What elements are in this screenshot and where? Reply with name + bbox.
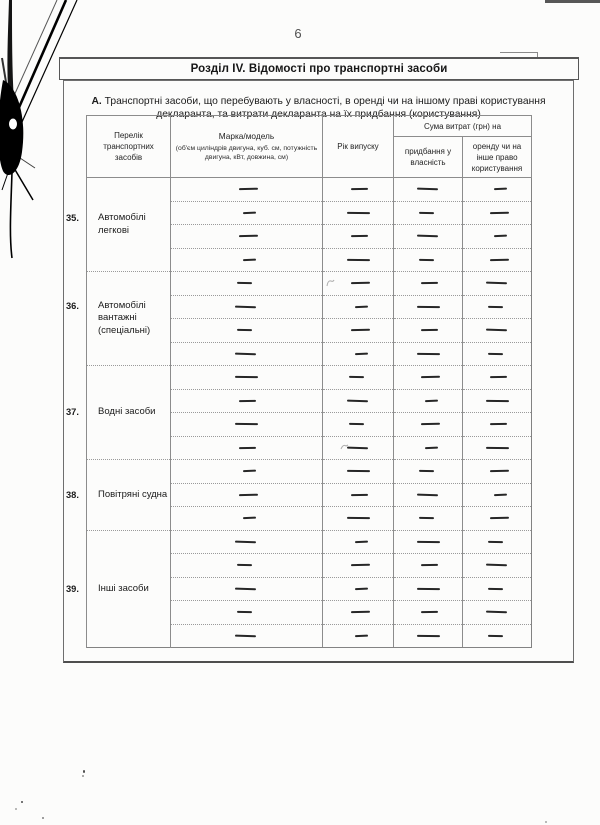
handwritten-dash <box>418 517 433 520</box>
handwritten-dash <box>420 329 437 331</box>
handwritten-dash <box>485 611 506 613</box>
handwritten-dash <box>487 305 502 308</box>
table-cell <box>171 483 323 507</box>
handwritten-dash <box>243 211 256 213</box>
table-cell <box>171 436 323 460</box>
vehicle-category-label: Автомобілі легкові <box>98 212 146 236</box>
handwritten-dash <box>493 235 506 237</box>
handwritten-dash <box>485 282 506 284</box>
table-cell <box>323 225 394 249</box>
table-cell <box>171 178 323 202</box>
handwritten-dash <box>493 188 506 190</box>
vehicles-table <box>66 115 532 648</box>
table-cell <box>463 413 532 437</box>
handwritten-dash <box>239 188 258 190</box>
handwritten-dash <box>418 211 433 214</box>
table-cell <box>463 530 532 554</box>
table-cell <box>463 577 532 601</box>
handwritten-dash <box>420 423 439 425</box>
table-row <box>87 178 532 202</box>
handwritten-dash <box>489 423 506 425</box>
handwritten-dash <box>243 258 256 260</box>
table-cell <box>323 366 394 390</box>
table-cell <box>394 601 463 625</box>
table-cell <box>463 507 532 531</box>
table-cell <box>323 248 394 272</box>
table-cell <box>323 577 394 601</box>
table-cell <box>171 460 323 484</box>
table-cell <box>463 225 532 249</box>
handwritten-dash <box>487 587 502 590</box>
table-cell <box>171 530 323 554</box>
table-cell <box>394 342 463 366</box>
handwritten-dash <box>485 447 508 449</box>
table-cell <box>463 624 532 648</box>
vehicle-category-cell <box>66 366 171 460</box>
table-cell <box>171 366 323 390</box>
handwritten-dash <box>346 399 367 401</box>
table-cell <box>463 319 532 343</box>
table-cell <box>171 319 323 343</box>
handwritten-dash <box>239 447 256 449</box>
table-cell <box>323 530 394 554</box>
handwritten-dash <box>418 258 433 261</box>
vehicles-table-body <box>66 178 532 648</box>
table-cell <box>323 507 394 531</box>
handwritten-dash <box>416 635 439 637</box>
vehicle-category-cell <box>66 178 171 272</box>
page-number: 6 <box>294 26 302 41</box>
table-cell <box>463 460 532 484</box>
handwritten-dash <box>424 446 437 448</box>
section-title: Розділ IV. Відомості про транспортні засоби <box>190 63 448 75</box>
handwritten-dash <box>416 188 437 190</box>
handwritten-dash <box>350 611 369 613</box>
handwritten-dash <box>346 517 369 519</box>
handwritten-dash <box>489 470 508 472</box>
handwritten-dash <box>420 564 437 566</box>
handwritten-dash <box>350 329 369 331</box>
table-cell <box>171 601 323 625</box>
table-cell <box>463 601 532 625</box>
handwritten-dash <box>416 235 437 237</box>
handwritten-dash <box>354 540 367 542</box>
header-brand-model <box>171 116 323 178</box>
table-cell <box>463 554 532 578</box>
table-cell <box>463 366 532 390</box>
table-cell <box>171 389 323 413</box>
table-cell <box>463 389 532 413</box>
handwritten-dash <box>237 282 252 285</box>
handwritten-dash <box>420 282 437 284</box>
handwritten-dash <box>487 540 502 543</box>
handwritten-dash <box>235 376 258 378</box>
handwritten-dash <box>243 517 256 519</box>
table-cell <box>463 248 532 272</box>
handwritten-dash <box>350 282 369 284</box>
table-cell <box>394 295 463 319</box>
handwritten-dash <box>350 564 369 566</box>
dust-speck <box>21 801 23 803</box>
handwritten-dash <box>235 540 256 542</box>
handwritten-dash <box>350 235 367 237</box>
handwritten-dash <box>489 517 508 519</box>
handwritten-dash <box>416 306 439 308</box>
table-cell <box>394 248 463 272</box>
table-cell <box>394 272 463 296</box>
handwritten-dash <box>235 352 256 354</box>
handwritten-dash <box>350 188 367 190</box>
vehicle-category-label: Повітряні судна <box>98 488 168 500</box>
header-purchase-ownership: придбання у власність <box>394 137 463 178</box>
table-cell <box>394 577 463 601</box>
handwritten-dash <box>239 493 258 495</box>
handwritten-dash <box>348 423 363 426</box>
vehicle-category-label: Інші засоби <box>98 582 149 594</box>
table-cell <box>463 295 532 319</box>
table-cell <box>394 319 463 343</box>
table-cell <box>171 272 323 296</box>
table-cell <box>171 248 323 272</box>
table-cell <box>394 366 463 390</box>
table-cell <box>323 178 394 202</box>
table-cell <box>463 342 532 366</box>
table-cell <box>323 436 394 460</box>
header-rent-other-right: оренду чи на інше право користування <box>463 137 532 178</box>
handwritten-dash <box>487 352 502 355</box>
handwritten-dash <box>350 494 367 496</box>
vehicles-table-header <box>87 116 532 178</box>
table-cell <box>394 624 463 648</box>
table-cell <box>394 225 463 249</box>
row-number: 38. <box>66 489 79 500</box>
table-cell <box>323 483 394 507</box>
vehicle-category-cell <box>66 460 171 531</box>
handwritten-dash <box>346 212 369 214</box>
table-cell <box>171 413 323 437</box>
vehicle-category-label: Водні засоби <box>98 406 156 418</box>
table-cell <box>394 436 463 460</box>
table-cell <box>394 554 463 578</box>
table-row <box>87 272 532 296</box>
table-cell <box>323 272 394 296</box>
table-cell <box>394 507 463 531</box>
row-number: 39. <box>66 583 79 594</box>
dust-speck <box>42 817 44 819</box>
handwritten-dash <box>485 400 508 402</box>
table-cell <box>171 554 323 578</box>
table-row <box>87 460 532 484</box>
table-cell <box>323 460 394 484</box>
table-cell <box>463 272 532 296</box>
row-number: 37. <box>66 407 79 418</box>
handwritten-dash <box>239 235 258 237</box>
dust-speck <box>545 821 547 823</box>
handwritten-dash <box>354 587 367 589</box>
table-cell <box>394 389 463 413</box>
dust-speck <box>82 775 84 777</box>
table-cell <box>394 483 463 507</box>
handwritten-dash <box>420 376 439 378</box>
handwritten-dash <box>418 470 433 473</box>
handwritten-dash <box>239 400 256 402</box>
handwritten-dash <box>416 588 439 590</box>
table-cell <box>323 601 394 625</box>
handwritten-dash <box>346 259 369 261</box>
dust-speck <box>15 808 17 810</box>
table-cell <box>323 554 394 578</box>
handwritten-dash <box>354 634 367 636</box>
table-cell <box>171 624 323 648</box>
handwritten-dash <box>487 634 502 637</box>
table-cell <box>171 295 323 319</box>
table-cell <box>394 413 463 437</box>
handwritten-dash <box>237 564 252 567</box>
handwritten-dash <box>354 305 367 307</box>
handwritten-dash <box>237 611 252 614</box>
table-cell <box>171 342 323 366</box>
subsection-a-letter: А. <box>91 96 102 108</box>
vehicle-category-label: Автомобілі вантажні (спеціальні) <box>98 299 151 336</box>
scan-smudge <box>545 0 600 3</box>
table-cell <box>171 225 323 249</box>
handwritten-dash <box>416 541 439 543</box>
table-cell <box>171 577 323 601</box>
table-cell <box>394 460 463 484</box>
table-cell <box>323 319 394 343</box>
handwritten-dash <box>420 611 437 613</box>
table-row <box>87 530 532 554</box>
handwritten-dash <box>235 634 256 636</box>
row-number: 36. <box>66 300 79 311</box>
dust-speck <box>83 770 85 773</box>
handwritten-dash <box>424 399 437 401</box>
subsection-a-text: Транспортні засоби, що перебувають у власності, в оренді чи на іншому праві користування декларанта, та витрати декларанта на їх придбання (користування) <box>101 96 546 120</box>
handwritten-dash <box>485 329 506 331</box>
table-cell <box>171 201 323 225</box>
handwritten-dash <box>346 470 369 472</box>
handwritten-dash <box>346 446 367 448</box>
table-cell <box>463 178 532 202</box>
table-cell <box>323 624 394 648</box>
handwritten-dash <box>237 329 252 332</box>
handwritten-dash <box>235 423 258 425</box>
table-cell <box>323 413 394 437</box>
table-cell <box>463 436 532 460</box>
handwritten-dash <box>416 353 439 355</box>
handwritten-dash <box>485 564 506 566</box>
table-cell <box>323 295 394 319</box>
handwritten-dash <box>235 305 256 307</box>
header-vehicle-list: Перелік транспортних засобів <box>87 116 171 178</box>
vehicle-category-cell <box>66 272 171 366</box>
table-cell <box>323 389 394 413</box>
handwritten-dash <box>489 258 508 260</box>
table-cell <box>394 530 463 554</box>
table-row <box>87 366 532 390</box>
handwritten-dash <box>235 587 256 589</box>
header-brand-model-subtitle: (об'єм циліндрів двигуна, куб. см, потужність двигуна, кВт, довжина, см) <box>175 144 318 161</box>
subsection-a-box <box>63 80 574 663</box>
row-number: 35. <box>66 213 79 223</box>
handwritten-dash <box>493 493 506 495</box>
handwritten-dash <box>354 352 367 354</box>
handwritten-dash <box>243 470 256 472</box>
section-title-box <box>59 57 579 80</box>
handwritten-dash <box>348 376 363 379</box>
header-year: Рік випуску <box>323 116 394 178</box>
handwritten-dash <box>416 493 437 495</box>
table-cell <box>394 201 463 225</box>
handwritten-dash <box>489 211 508 213</box>
header-sum-of-expenses: Сума витрат (грн) на <box>394 116 532 137</box>
handwritten-dash <box>489 376 506 378</box>
table-cell <box>323 342 394 366</box>
table-cell <box>171 507 323 531</box>
table-cell <box>463 201 532 225</box>
table-cell <box>394 178 463 202</box>
vehicle-category-cell <box>66 530 171 648</box>
header-brand-model-title: Марка/модель <box>218 130 275 141</box>
table-cell <box>463 483 532 507</box>
table-cell <box>323 201 394 225</box>
